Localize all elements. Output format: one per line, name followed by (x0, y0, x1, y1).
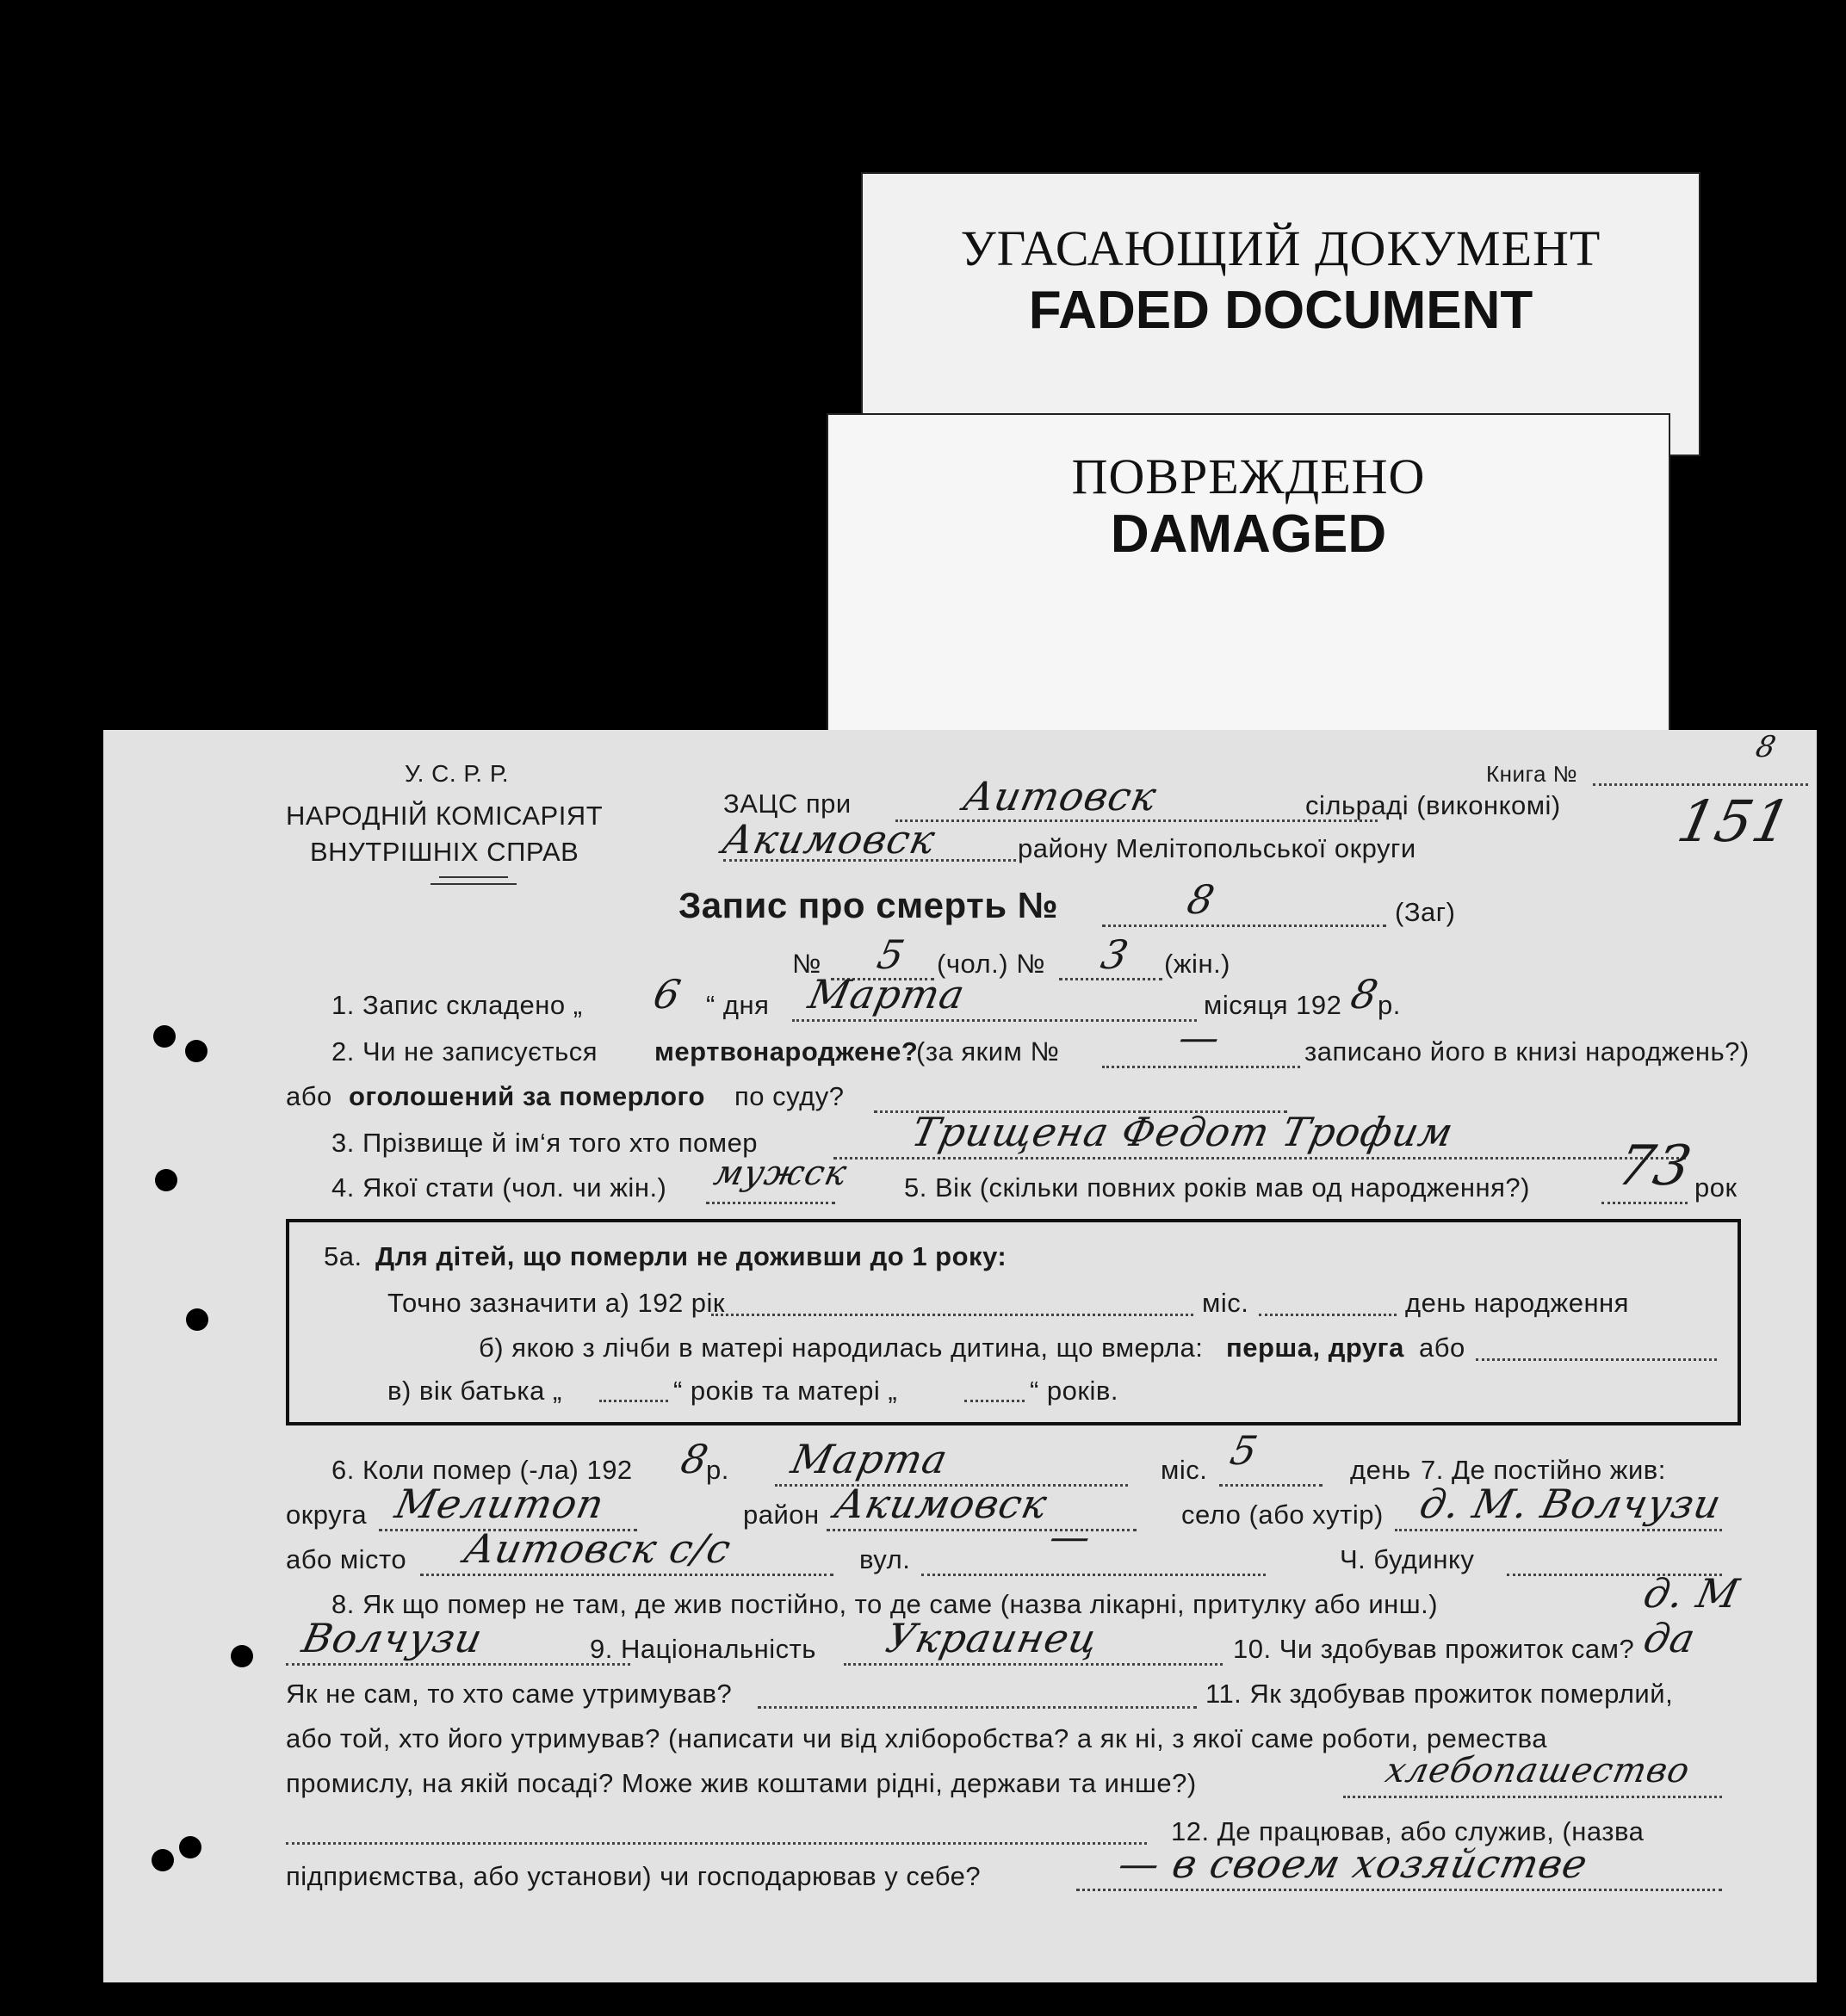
raion-line (723, 859, 1016, 862)
row6-day: 5 (1226, 1427, 1263, 1474)
row1-day-suffix: “ дня (706, 990, 770, 1020)
nationality-label: 9. Національність (590, 1634, 816, 1664)
row11-line2: або той, хто його утримував? (написати чи від хліборобства? а як ні, з якої саме роботи, ремества (286, 1723, 1547, 1753)
row8-line (286, 1663, 630, 1666)
female-number-line (1059, 978, 1162, 980)
punch-hole (185, 1040, 208, 1062)
box5a-line-c-1: в) вік батька „ (387, 1376, 562, 1406)
misto-value: Аитовск с/с (460, 1525, 736, 1572)
box5a-line-b-2: перша, друга (1226, 1333, 1404, 1363)
selo-value: д. М. Волчузи (1415, 1481, 1726, 1527)
selo-line (1395, 1529, 1722, 1531)
box5a-line-c-dots2 (964, 1400, 1025, 1402)
book-label: Книга № (1486, 761, 1578, 787)
record-number: 8 (1183, 876, 1220, 923)
raion-value: Акимовск (718, 816, 940, 863)
punch-hole (155, 1169, 177, 1191)
misto-label: або місто (286, 1544, 407, 1574)
nationality-value: Украинец (882, 1615, 1103, 1661)
silradi-label: сільраді (виконкомі) (1305, 790, 1561, 820)
row12-value: — в своем хозяйстве (1114, 1840, 1593, 1887)
row11-line1-a: Як не сам, то хто саме утримував? (286, 1679, 733, 1709)
age-label: 5. Вік (скільки повних років мав од народження?) (904, 1172, 1530, 1203)
infant-section-box (286, 1219, 1741, 1425)
age-line (1601, 1202, 1688, 1204)
selo-label: село (або хутір) (1181, 1500, 1384, 1530)
vul-line (921, 1574, 1266, 1576)
female-label: (жін.) (1164, 949, 1231, 979)
row6-day-line (1219, 1484, 1323, 1487)
divider (431, 883, 517, 885)
row12-dots (286, 1842, 1147, 1845)
box5a-line-b-dots (1476, 1358, 1717, 1361)
box5a-line-c-dots1 (599, 1400, 668, 1402)
row8-value-1: д. М (1639, 1570, 1744, 1617)
row8-value-2: Волчузи (298, 1615, 487, 1661)
row1-month-suffix: місяця 192 (1204, 990, 1342, 1020)
box5a-line-c-2: “ років та матері „ (673, 1376, 898, 1406)
box5a-line-b-1: б) якою з лічби в матері народилась дитина, що вмерла: (479, 1333, 1204, 1363)
death-record-form (103, 730, 1817, 1982)
q10-label: 10. Чи здобував прожиток сам? (1233, 1634, 1635, 1664)
divider (439, 876, 508, 878)
box5a-line-a-2: міс. (1202, 1288, 1249, 1318)
vul-value: — (1045, 1513, 1096, 1560)
row11-line1-b: 11. Як здобував прожиток померлий, (1205, 1679, 1674, 1709)
female-number: 3 (1097, 931, 1134, 978)
damaged-label-ru: ПОВРЕЖДЕНО (1071, 448, 1426, 504)
page-number: 151 (1671, 788, 1798, 855)
row2-label-b: мертвонароджене? (654, 1036, 919, 1067)
faded-label-ru: УГАСАЮЩИЙ ДОКУМЕНТ (960, 220, 1601, 276)
box5a-line-a-1: Точно зазначити а) 192 рік (387, 1288, 725, 1318)
age-value: 73 (1612, 1135, 1698, 1198)
row4-line (706, 1202, 835, 1204)
no-label: № (792, 949, 821, 979)
row2-label-d: записано його в книзі народжень?) (1304, 1036, 1750, 1067)
row12-line1: 12. Де працював, або служив, (назва (1171, 1816, 1645, 1846)
commissariat-line-1: НАРОДНІЙ КОМІСАРІЯТ (286, 801, 604, 831)
box5a-line-a-dots2 (1259, 1314, 1397, 1316)
record-number-line (1102, 925, 1386, 927)
row11-value: хлебопашество (1382, 1751, 1694, 1790)
row11-line1-dots (758, 1706, 1197, 1709)
zags-value: Аитовск (959, 773, 1161, 819)
male-number: 5 (873, 931, 910, 978)
punch-hole (179, 1836, 201, 1858)
box5a-line-a-dots1 (711, 1314, 1193, 1316)
row1-year: 8 (1347, 971, 1384, 1017)
row2-line2-b: оголошений за померлого (349, 1081, 705, 1111)
row1-month: Марта (804, 971, 969, 1017)
row2-line (1102, 1066, 1300, 1068)
box5a-number: 5а. (324, 1241, 362, 1271)
row2-label-a: 2. Чи не записується (331, 1036, 598, 1067)
row6-year-suffix: р. (706, 1455, 729, 1485)
row1-day: 6 (649, 971, 686, 1017)
damaged-document-card (827, 413, 1670, 739)
row2-label-c: (за яким № (916, 1036, 1060, 1067)
raion-value-7: Акимовск (830, 1481, 1052, 1527)
raion-label: району Мелітопольської округи (1018, 833, 1416, 863)
box5a-line-c-3: “ років. (1030, 1376, 1118, 1406)
damaged-label-en: DAMAGED (1110, 504, 1387, 564)
budynku-label: Ч. будинку (1340, 1544, 1475, 1574)
corner-mark: 8 (1752, 730, 1780, 764)
row6-month-suffix: міс. (1161, 1455, 1208, 1485)
raion-label-7: район (743, 1500, 820, 1530)
punch-hole (186, 1308, 208, 1331)
male-label: (чол.) № (937, 949, 1045, 979)
row8-label: 8. Як що помер не там, де жив постійно, то де саме (назва лікарні, притулку або инш.) (331, 1589, 1439, 1619)
vul-label: вул. (859, 1544, 911, 1574)
row6-month: Марта (787, 1436, 952, 1482)
box5a-title: Для дітей, що померли не доживши до 1 року: (375, 1241, 1007, 1271)
okruga-label: округа (286, 1500, 368, 1530)
punch-hole (153, 1025, 176, 1048)
box5a-line-b-3: або (1419, 1333, 1465, 1363)
row2-line2-a: або (286, 1081, 332, 1111)
row3-value: Трищена Федот Трофим (908, 1109, 1459, 1155)
row6-year: 8 (677, 1436, 714, 1482)
row2-line2-c: по суду? (734, 1081, 845, 1111)
row4-value: мужск (710, 1153, 852, 1193)
zags-label: ЗАЦС при (723, 788, 852, 819)
row1-year-suffix: р. (1378, 990, 1401, 1020)
nationality-line (844, 1663, 1223, 1666)
row2-value: — (1174, 1014, 1225, 1061)
row4-label: 4. Якої стати (чол. чи жін.) (331, 1172, 667, 1203)
row6-label: 6. Коли помер (-ла) 192 (331, 1455, 633, 1485)
row11-line3: промислу, на якій посаді? Може жив коштами рідні, держави та инше?) (286, 1768, 1197, 1798)
row6-q7: 7. Де постійно жив: (1421, 1455, 1666, 1485)
misto-line (420, 1574, 833, 1576)
republic-label: У. С. Р. Р. (405, 760, 510, 787)
box5a-line-a-3: день народження (1405, 1288, 1629, 1318)
zag-label: (Заг) (1395, 897, 1456, 927)
row1-label: 1. Запис складено „ (331, 990, 583, 1020)
row1-month-line (792, 1019, 1197, 1022)
row6-day-suffix: день (1350, 1455, 1411, 1485)
book-line (1593, 783, 1808, 786)
age-suffix: рок (1694, 1172, 1738, 1203)
q10-value: да (1639, 1615, 1700, 1661)
faded-label-en: FADED DOCUMENT (1028, 281, 1533, 340)
row12-line2: підприємства, або установи) чи господарював у себе? (286, 1861, 982, 1891)
row11-value-line (1343, 1796, 1722, 1798)
commissariat-line-2: ВНУТРІШНІХ СПРАВ (310, 837, 579, 867)
record-title: Запис про смерть № (678, 885, 1058, 925)
row3-line (833, 1157, 1686, 1160)
okruga-value: Мелитоп (391, 1481, 609, 1527)
row3-label: 3. Прізвище й ім‘я того хто помер (331, 1128, 759, 1158)
punch-hole (152, 1849, 174, 1871)
punch-hole (231, 1645, 253, 1667)
row12-value-line (1076, 1889, 1722, 1891)
